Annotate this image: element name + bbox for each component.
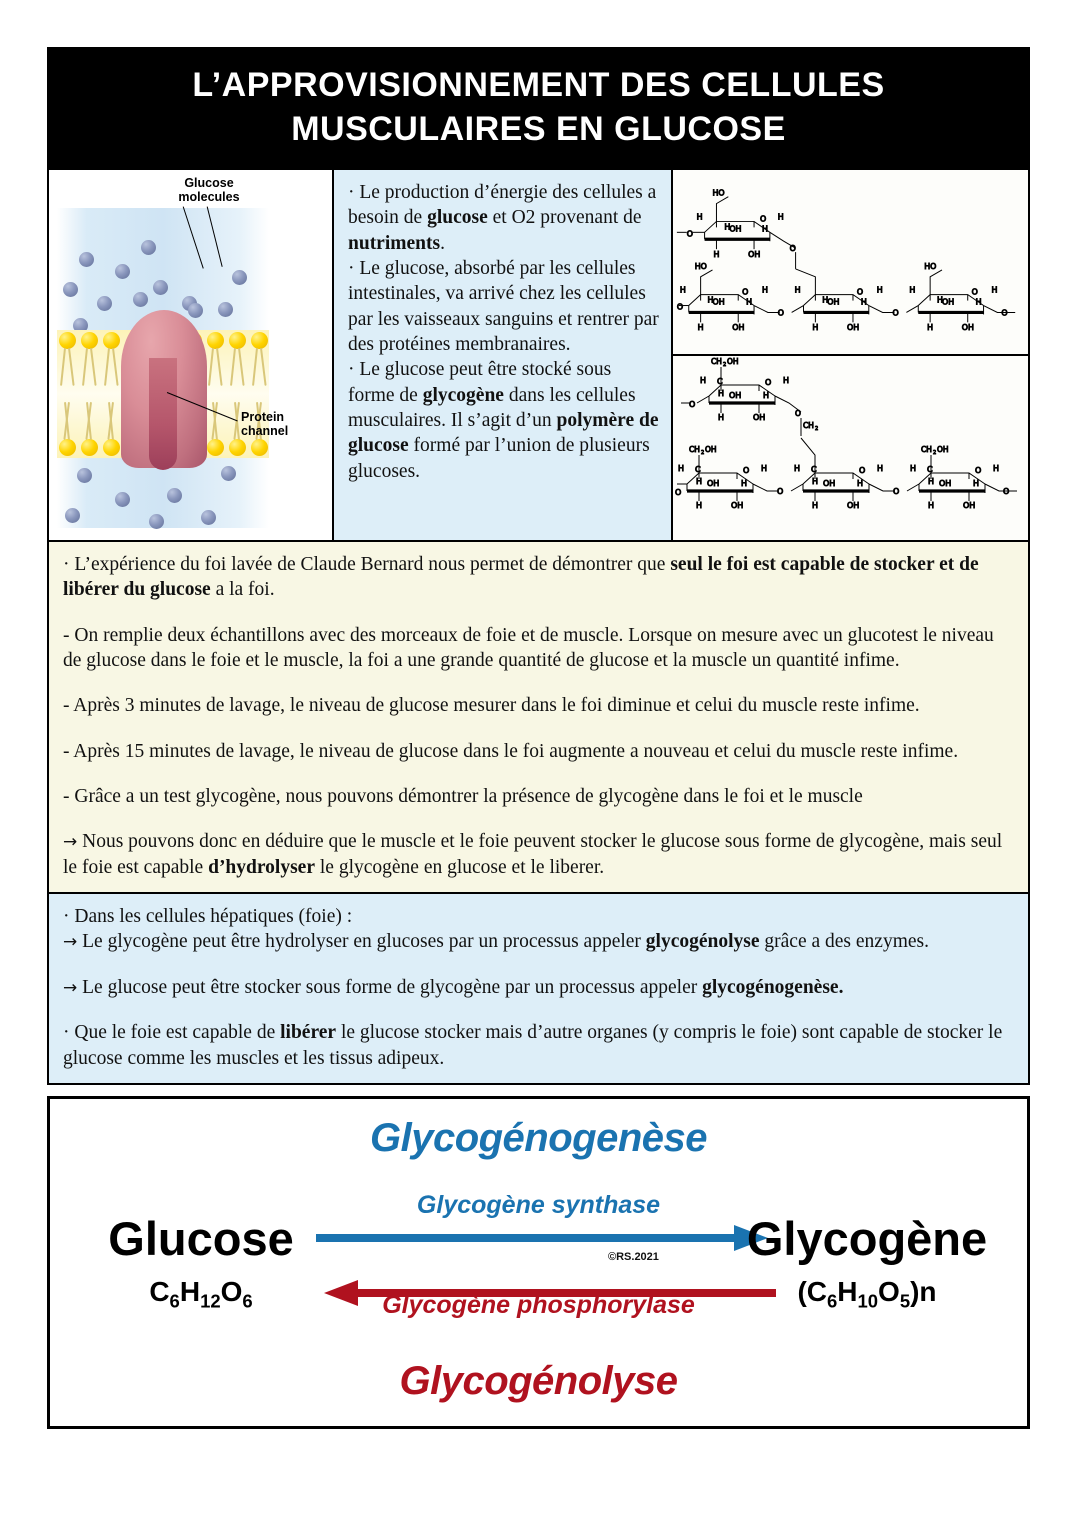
svg-text:O: O bbox=[893, 487, 900, 497]
glucose-molecule bbox=[63, 282, 78, 297]
svg-text:O: O bbox=[856, 287, 864, 297]
glucose-molecule bbox=[115, 492, 130, 507]
top-panel-row bbox=[47, 170, 1030, 542]
glucose-molecule bbox=[65, 508, 80, 523]
experiment-text-block bbox=[47, 542, 1030, 894]
glucose-molecule bbox=[133, 292, 148, 307]
svg-text:O: O bbox=[742, 287, 749, 297]
svg-text:OH: OH bbox=[942, 297, 955, 307]
svg-text:H: H bbox=[696, 212, 703, 222]
exp-p6-bold: d’hydrolyser bbox=[208, 856, 315, 878]
intro-b1-bold2: nutriments bbox=[348, 232, 441, 254]
svg-text:H: H bbox=[777, 212, 784, 222]
reaction-enzyme-phosphorylase: Glycogène phosphorylase bbox=[382, 1290, 695, 1319]
svg-text:H: H bbox=[724, 222, 731, 232]
hepatic-arrow-icon-1: → bbox=[63, 932, 78, 953]
svg-text:OH: OH bbox=[823, 479, 836, 489]
svg-text:H: H bbox=[679, 285, 686, 295]
label-glucose-line-2: molecules bbox=[178, 190, 240, 205]
svg-text:O: O bbox=[1003, 487, 1010, 497]
svg-text:OH: OH bbox=[729, 224, 742, 234]
experiment-paragraph-5: - Grâce a un test glycogène, nous pouvons démontrer la présence de glycogène dans le foi et le muscle bbox=[63, 786, 863, 808]
svg-text:OH: OH bbox=[963, 501, 976, 511]
svg-text:H: H bbox=[700, 376, 707, 386]
svg-text:OH: OH bbox=[847, 323, 860, 333]
exp-p1-pre: · L’expérience du foi lavée de Claude Bernard nous permet de démontrer que bbox=[63, 554, 671, 576]
svg-text:OH: OH bbox=[727, 357, 739, 367]
svg-text:H: H bbox=[746, 297, 753, 307]
svg-text:OH: OH bbox=[729, 391, 742, 401]
svg-text:H: H bbox=[973, 479, 980, 489]
reaction-title-glycogenolyse: Glycogénolyse bbox=[399, 1358, 678, 1403]
glycogen-structure-bottom bbox=[673, 356, 1028, 540]
svg-text:H: H bbox=[713, 250, 720, 260]
glucose-molecule bbox=[97, 296, 112, 311]
glucose-molecule bbox=[232, 270, 247, 285]
svg-text:O: O bbox=[859, 466, 866, 476]
svg-text:O: O bbox=[765, 378, 772, 388]
membrane-illustration bbox=[49, 170, 332, 540]
svg-text:H: H bbox=[696, 501, 703, 511]
svg-text:OH: OH bbox=[847, 501, 860, 511]
glucose-molecule bbox=[167, 488, 182, 503]
svg-text:O: O bbox=[795, 409, 801, 419]
svg-text:H: H bbox=[909, 285, 916, 295]
label-protein-channel bbox=[241, 410, 325, 439]
svg-text:2: 2 bbox=[933, 450, 937, 457]
intro-bullet-2: · Le glucose, absorbé par les cellules intestinales, va arrivé chez les cellules par les vaisseaux sanguins et rentrer par des protéines membranaires. bbox=[348, 258, 659, 356]
conclusion-arrow-icon: → bbox=[63, 832, 78, 853]
intro-b3-mid: dans les cellules musculaires. Il s’agit d’un bbox=[348, 384, 636, 432]
svg-text:O: O bbox=[777, 308, 785, 318]
intro-b3-bold1: glycogène bbox=[422, 384, 504, 406]
intro-b3-end: formé par l’union de plusieurs glucoses. bbox=[348, 435, 650, 482]
svg-text:H: H bbox=[741, 479, 748, 489]
svg-text:O: O bbox=[675, 488, 682, 498]
svg-text:OH: OH bbox=[731, 501, 744, 511]
svg-text:H: H bbox=[822, 295, 829, 305]
glycogen-structure-top bbox=[673, 170, 1028, 356]
cell-membrane-diagram bbox=[49, 170, 334, 540]
protein-channel-shape bbox=[121, 310, 207, 468]
hep-p4-pre: · Que le foie est capable de bbox=[63, 1022, 281, 1044]
exp-p6-end: le glycogène en glucose et le liberer. bbox=[315, 856, 605, 878]
svg-text:OH: OH bbox=[939, 479, 952, 489]
svg-text:CH: CH bbox=[711, 357, 722, 367]
hep-p3-pre: Le glucose peut être stocker sous forme de glycogène par un processus appeler bbox=[77, 976, 703, 998]
reactant-glucose-name: Glucose bbox=[108, 1211, 294, 1265]
svg-text:O: O bbox=[789, 244, 796, 254]
svg-text:H: H bbox=[678, 464, 685, 474]
reaction-title-glycogenogenese: Glycogénogenèse bbox=[369, 1115, 708, 1160]
svg-text:H: H bbox=[928, 477, 935, 487]
svg-text:CH: CH bbox=[921, 445, 932, 455]
intro-bullet-3 bbox=[348, 357, 659, 484]
label-protein-line-1: Protein bbox=[241, 410, 285, 425]
svg-text:CH: CH bbox=[803, 421, 814, 431]
svg-text:O: O bbox=[1001, 308, 1008, 318]
svg-text:H: H bbox=[761, 224, 768, 234]
hepatic-paragraph-glycogenolysis bbox=[63, 929, 1014, 954]
svg-text:2: 2 bbox=[723, 362, 727, 369]
svg-text:2: 2 bbox=[815, 426, 819, 433]
glucose-molecule bbox=[149, 514, 164, 529]
svg-text:O: O bbox=[686, 229, 694, 239]
svg-text:O: O bbox=[892, 308, 899, 318]
page-title bbox=[47, 47, 1030, 170]
svg-text:H: H bbox=[783, 376, 790, 386]
svg-text:H: H bbox=[794, 285, 801, 295]
svg-text:H: H bbox=[860, 297, 867, 307]
glucose-molecule bbox=[115, 264, 130, 279]
svg-text:O: O bbox=[759, 214, 767, 224]
hepatic-heading: · Dans les cellules hépatiques (foie) : bbox=[63, 906, 353, 928]
svg-text:H: H bbox=[812, 323, 819, 333]
svg-text:H: H bbox=[910, 464, 917, 474]
svg-text:OH: OH bbox=[827, 297, 840, 307]
label-glucose-molecules bbox=[154, 176, 264, 205]
hep-p4-end: le glucose stocker mais d’autre organes (y compris le foie) sont capable de stocker le glucose comme les muscles et les tissus adipeux. bbox=[63, 1022, 1003, 1069]
svg-text:O: O bbox=[676, 302, 684, 312]
svg-text:HO: HO bbox=[694, 261, 707, 271]
intro-b1-bold1: glucose bbox=[427, 207, 488, 229]
svg-text:O: O bbox=[975, 466, 982, 476]
svg-text:OH: OH bbox=[712, 297, 725, 307]
exp-p6-pre: Nous pouvons donc en déduire que le muscle et le foie peuvent stocker le glucose sous forme de glycogène, mais seul le foie est capable bbox=[63, 831, 1003, 878]
hepatic-paragraph-glycogenogenesis bbox=[63, 975, 1014, 1000]
svg-text:HO: HO bbox=[924, 261, 937, 271]
svg-text:O: O bbox=[971, 287, 978, 297]
copyright-watermark: ©RS.2021 bbox=[608, 1250, 659, 1263]
svg-text:OH: OH bbox=[707, 479, 720, 489]
hep-p4-bold: libérer bbox=[280, 1022, 337, 1044]
svg-text:O: O bbox=[743, 466, 750, 476]
svg-text:H: H bbox=[993, 464, 1000, 474]
svg-text:OH: OH bbox=[748, 250, 761, 260]
svg-text:C: C bbox=[695, 465, 701, 475]
label-protein-line-2: channel bbox=[241, 424, 289, 439]
reactant-glucose-formula: $C_6H_{12}O_6$ bbox=[149, 1275, 253, 1312]
experiment-paragraph-4: - Après 15 minutes de lavage, le niveau de glucose dans le foi augmente a nouveau et celui du muscle reste infime. bbox=[63, 740, 959, 762]
svg-text:H: H bbox=[812, 477, 819, 487]
glucose-molecule bbox=[141, 240, 156, 255]
product-glycogene-name: Glycogène bbox=[746, 1211, 988, 1265]
glucose-molecule bbox=[79, 252, 94, 267]
glycogen-reaction-diagram bbox=[47, 1096, 1030, 1429]
glucose-molecule bbox=[188, 303, 203, 318]
svg-text:H: H bbox=[761, 464, 768, 474]
svg-text:H: H bbox=[927, 323, 934, 333]
svg-text:H: H bbox=[794, 464, 801, 474]
hepatic-arrow-icon-2: → bbox=[63, 977, 78, 998]
glucose-molecule bbox=[221, 466, 236, 481]
intro-b3-pre: · Le glucose peut être stocké sous forme de bbox=[348, 359, 612, 406]
svg-text:OH: OH bbox=[705, 445, 717, 455]
svg-text:CH: CH bbox=[689, 445, 700, 455]
svg-text:OH: OH bbox=[732, 323, 745, 333]
page-title-line-2: MUSCULAIRES EN GLUCOSE bbox=[291, 109, 786, 148]
svg-text:H: H bbox=[812, 501, 819, 511]
intro-b3-bold2: polymère de glucose bbox=[348, 410, 659, 457]
experiment-paragraph-1 bbox=[63, 552, 1014, 603]
svg-text:OH: OH bbox=[937, 445, 949, 455]
svg-text:O: O bbox=[689, 400, 696, 410]
intro-text-panel bbox=[334, 170, 673, 540]
svg-text:H: H bbox=[991, 285, 998, 295]
intro-bullet-1 bbox=[348, 180, 659, 256]
glycogen-haworth-top-svg bbox=[673, 170, 1028, 354]
svg-text:H: H bbox=[763, 391, 770, 401]
exp-p1-end: a la foi. bbox=[210, 579, 275, 601]
hep-p2-end: grâce a des enzymes. bbox=[759, 931, 929, 953]
hepatic-text-block bbox=[47, 894, 1030, 1085]
svg-text:H: H bbox=[876, 285, 883, 295]
svg-text:H: H bbox=[975, 297, 982, 307]
svg-text:H: H bbox=[697, 323, 704, 333]
svg-text:H: H bbox=[761, 285, 768, 295]
experiment-paragraph-2: - On remplie deux échantillons avec des morceaux de foie et de muscle. Lorsque on mesure avec un glucotest le niveau de glucose dans le foie et le muscle, la foi a une grande quantité de glucose et la muscle un quantité infime. bbox=[63, 624, 994, 672]
svg-text:H: H bbox=[857, 479, 864, 489]
experiment-paragraph-3: - Après 3 minutes de lavage, le niveau de glucose mesurer dans le foi diminue et celui du muscle reste infime. bbox=[63, 695, 920, 717]
glycogen-structure-panel bbox=[673, 170, 1028, 540]
svg-text:C: C bbox=[927, 465, 933, 475]
svg-text:2: 2 bbox=[701, 450, 705, 457]
svg-text:O: O bbox=[777, 487, 784, 497]
reaction-enzyme-synthase: Glycogène synthase bbox=[416, 1190, 661, 1219]
glucose-molecule bbox=[153, 280, 168, 295]
svg-text:H: H bbox=[928, 501, 935, 511]
exp-p1-bold: seul le foi est capable de stocker et de libérer du glucose bbox=[63, 554, 979, 601]
glucose-molecule bbox=[218, 302, 233, 317]
experiment-conclusion bbox=[63, 829, 1014, 880]
svg-text:H: H bbox=[937, 295, 944, 305]
svg-text:H: H bbox=[877, 464, 884, 474]
hep-p3-bold: glycogénogenèse. bbox=[702, 976, 844, 998]
svg-text:H: H bbox=[718, 389, 725, 399]
svg-text:H: H bbox=[707, 295, 714, 305]
forward-arrow-icon bbox=[316, 1225, 768, 1251]
page-title-line-1: L’APPROVISIONNEMENT DES CELLULES bbox=[192, 66, 885, 104]
svg-text:C: C bbox=[717, 377, 723, 387]
hep-p2-pre: Le glycogène peut être hydrolyser en glucoses par un processus appeler bbox=[77, 931, 646, 953]
intro-b1-end: . bbox=[440, 232, 445, 254]
glycogen-haworth-bottom-svg bbox=[673, 356, 1028, 540]
svg-text:OH: OH bbox=[753, 413, 766, 423]
glucose-molecule bbox=[77, 468, 92, 483]
svg-text:H: H bbox=[718, 413, 725, 423]
product-glycogene-formula: $(C_6H_{10}O_5)n$ bbox=[797, 1275, 937, 1312]
label-glucose-line-1: Glucose bbox=[184, 176, 234, 191]
svg-text:H: H bbox=[696, 477, 703, 487]
intro-b1-mid: et O2 provenant de bbox=[487, 207, 642, 229]
hep-p2-bold: glycogénolyse bbox=[645, 931, 760, 953]
svg-text:HO: HO bbox=[712, 188, 725, 198]
svg-text:OH: OH bbox=[961, 323, 974, 333]
glucose-molecule bbox=[201, 510, 216, 525]
protein-channel-pore bbox=[149, 358, 177, 470]
intro-b1-pre: · Le production d’énergie des cellules a besoin de bbox=[348, 182, 657, 229]
hepatic-paragraph-release bbox=[63, 1020, 1014, 1071]
svg-text:C: C bbox=[811, 465, 817, 475]
